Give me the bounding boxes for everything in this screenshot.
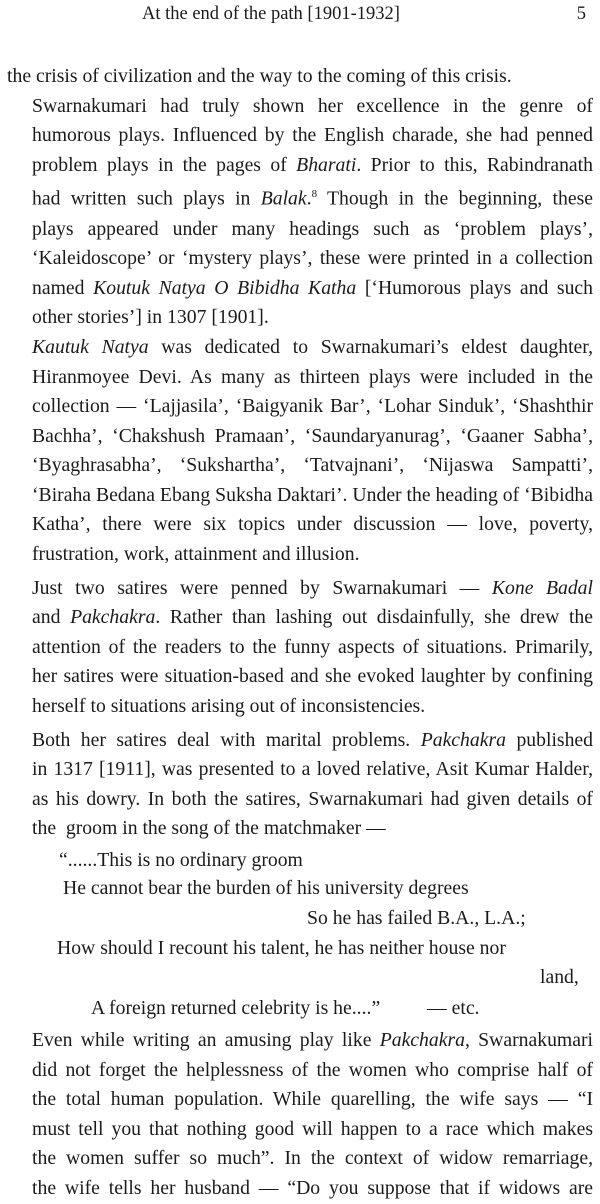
text-run: Though in the beginning, these (317, 187, 593, 210)
verse-line: So he has failed B.A., L.A.; (307, 907, 526, 929)
paragraph (7, 574, 593, 722)
text-run: . Prior to this, Rabindranath (356, 153, 593, 176)
text-line: other stories’] in 1307 [1901]. (32, 306, 269, 329)
paragraph (7, 333, 593, 570)
text-line: the wife tells her husband — “Do you suppose that if widows are (32, 1176, 593, 1199)
text-line (7, 333, 593, 363)
text-line: ‘Biraha Bedana Ebang Suksha Daktari’. Under the heading of ‘Bibidha (32, 483, 593, 506)
running-title: At the end of the path [1901-1932] (142, 4, 400, 24)
page-number: 5 (576, 4, 586, 24)
text-line: plays appeared under many headings such as ‘problem plays’, (32, 217, 593, 240)
italic-title: Kone Badal (491, 576, 593, 599)
italic-title: Bharati (296, 153, 357, 176)
italic-title: Balak (260, 187, 307, 210)
italic-title: Pakchakra (379, 1029, 465, 1051)
text-line: Hiranmoyee Devi. As many as thirteen plays were included in the (32, 365, 593, 388)
text-line (7, 274, 593, 304)
body-text (7, 62, 593, 1204)
paragraph (7, 62, 593, 92)
verse-line: How should I recount his talent, he has neither house nor (57, 937, 506, 959)
text-run: named (32, 276, 94, 299)
text-line: the groom in the song of the matchmaker — (32, 817, 386, 840)
text-line: had written such plays in Balak.$^8$ Though in the beginning, these (32, 187, 593, 210)
text-line: Bachha’, ‘Chakshush Pramaan’, ‘Saundaryanurag’, ‘Gaaner Sabha’, (32, 424, 593, 447)
text-run: , Swarnakumari (464, 1029, 593, 1051)
text-run: Both her satires deal with marital problems. (32, 728, 421, 751)
text-run: Just two satires were penned by Swarnakumari — (32, 576, 492, 599)
italic-title: Kautuk Natya (32, 335, 149, 358)
text-line: the women suffer so much”. In the context of widow remarriage, (32, 1147, 593, 1170)
text-line: as his dowry. In both the satires, Swarnakumari had given details of (32, 787, 593, 810)
verse-line: “......This is no ordinary groom (59, 849, 303, 871)
text-line: ‘Kaleidoscope’ or ‘mystery plays’, these were printed in a collection (32, 247, 593, 270)
text-line: her satires were situation-based and she evoked laughter by confining (32, 665, 593, 688)
text-line: Swarnakumari had truly shown her excellence in the genre of (32, 94, 593, 117)
text-line: did not forget the helplessness of the women who comprise half of (32, 1058, 593, 1081)
text-line: the crisis of civilization and the way to the coming of this crisis. (7, 65, 512, 87)
text-run: had written such plays in (32, 187, 261, 210)
paragraph (7, 92, 593, 333)
text-run: was dedicated to Swarnakumari’s eldest daughter, (148, 335, 593, 358)
text-run: . Rather than lashing out disdainfully, she drew the (155, 606, 594, 629)
verse-line: — etc. (427, 997, 480, 1019)
text-run: problem plays in the pages of (32, 153, 297, 176)
text-line (7, 603, 593, 633)
footnote-marker: 8 (311, 188, 318, 201)
text-line: attention of the readers to the funny aspects of situations. Primarily, (32, 635, 593, 658)
verse-quotation (7, 844, 593, 992)
text-line: herself to situations arising out of inconsistencies. (32, 695, 426, 718)
text-line: humorous plays. Influenced by the English charade, she had penned (32, 124, 593, 147)
text-line (7, 1026, 593, 1056)
text-line: collection — ‘Lajjasila’, ‘Baigyanik Bar’, ‘Lohar Sinduk’, ‘Shashthir (32, 395, 593, 418)
text-line: frustration, work, attainment and illusion. (32, 543, 360, 566)
page-header (0, 4, 600, 30)
text-line (7, 151, 593, 181)
text-line (7, 726, 593, 756)
italic-title: Pakchakra (70, 606, 156, 629)
text-line: must tell you that nothing good will happen to a race which makes (32, 1117, 593, 1140)
text-line: the total human population. While quarelling, the wife says — “I (32, 1088, 593, 1111)
text-line (7, 574, 593, 604)
italic-title: Koutuk Natya O Bibidha Katha (93, 276, 357, 299)
text-run: [‘Humorous plays and such (356, 276, 594, 299)
italic-title: Pakchakra (420, 728, 506, 751)
paragraph (7, 726, 593, 844)
verse-line: A foreign returned celebrity is he....” (91, 997, 381, 1019)
text-run: and (32, 606, 71, 629)
verse-line: land, (540, 966, 579, 988)
text-run: Even while writing an amusing play like (32, 1029, 380, 1051)
text-line: in 1317 [1911], was presented to a loved relative, Asit Kumar Halder, (32, 758, 593, 781)
paragraph (7, 1026, 593, 1204)
text-line: ‘Byaghrasabha’, ‘Sukshartha’, ‘Tatvajnani’, ‘Nijaswa Sampatti’, (32, 454, 593, 477)
verse-line: He cannot bear the burden of his university degrees (63, 877, 469, 899)
text-run: published (505, 728, 594, 751)
text-line: Katha’, there were six topics under discussion — love, poverty, (32, 513, 593, 536)
